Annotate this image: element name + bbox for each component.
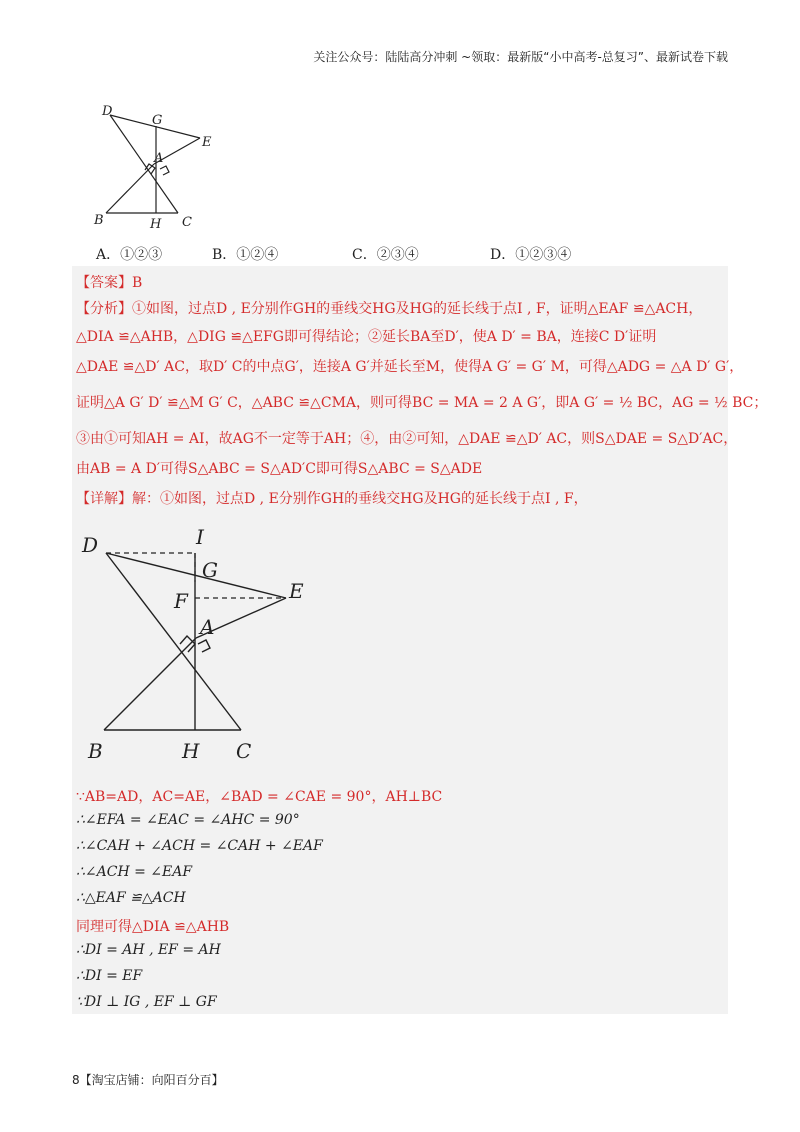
fig2-label-g: G xyxy=(202,558,218,582)
proof-line-7: ∴DI = AH , EF = AH xyxy=(76,942,221,958)
fig2-label-e: E xyxy=(289,579,304,603)
choice-c[interactable]: C．②③④ xyxy=(352,247,419,263)
fig1-label-e: E xyxy=(202,135,212,150)
fig1-label-h: H xyxy=(150,217,162,232)
fig1-label-c: C xyxy=(182,215,192,230)
fig1-label-b: B xyxy=(94,213,104,228)
choice-b[interactable]: B．①②④ xyxy=(212,247,279,263)
fig1-label-a: A xyxy=(154,151,164,166)
analysis-line-2: △DIA ≌△AHB，△DIG ≌△EFG即可得结论；②延长BA至D′，使A D′ = BA，连接C D′证明 xyxy=(76,329,657,345)
fig2-label-b: B xyxy=(88,739,103,763)
fig2-label-h: H xyxy=(182,739,200,763)
analysis-line-4: 证明△A G′ D′ ≌△M G′ C，△ABC ≌△CMA，则可得BC = MA = 2 A G′，即A G′ = ½ BC，AG = ½ BC； xyxy=(76,395,768,411)
page-footer: 8【淘宝店铺：向阳百分百】 xyxy=(72,1073,224,1087)
fig1-label-g: G xyxy=(152,113,163,128)
fig2-label-i: I xyxy=(196,525,204,549)
proof-line-2: ∴∠EFA = ∠EAC = ∠AHC = 90° xyxy=(76,812,300,828)
analysis-line-3: △DAE ≌△D′ AC，取D′ C的中点G′，连接A G′并延长至M，使得A G′ = G′ M，可得△ADG = △A D′ G′， xyxy=(76,359,744,375)
analysis-line-6: 由AB = A D′可得S△ABC = S△AD′C即可得S△ABC = S△ADE xyxy=(76,461,483,477)
fig2-label-c: C xyxy=(236,739,252,763)
proof-line-3: ∴∠CAH + ∠ACH = ∠CAH + ∠EAF xyxy=(76,838,323,854)
fig2-label-f: F xyxy=(174,589,188,613)
proof-line-6: 同理可得△DIA ≌△AHB xyxy=(76,919,230,935)
figure-large-triangles xyxy=(76,520,336,768)
analysis-line-5: ③由①可知AH = AI，故AG不一定等于AH；④，由②可知，△DAE ≌△D′ AC，则S△DAE = S△D′AC， xyxy=(76,431,738,447)
proof-line-4: ∴∠ACH = ∠EAF xyxy=(76,864,193,880)
fig2-label-d: D xyxy=(82,533,99,557)
analysis-line-1: 【分析】①如图，过点D , E分别作GH的垂线交HG及HG的延长线于点I , F，证明△EAF ≌△ACH， xyxy=(76,301,703,317)
fig1-label-d: D xyxy=(102,104,113,119)
choice-d[interactable]: D．①②③④ xyxy=(490,247,572,263)
figure-small-triangles xyxy=(86,98,226,233)
proof-line-1: ∵AB=AD，AC=AE，∠BAD = ∠CAE = 90°，AH⊥BC xyxy=(76,789,443,805)
proof-line-8: ∴DI = EF xyxy=(76,968,143,984)
proof-line-5: ∴△EAF ≌△ACH xyxy=(76,890,186,906)
proof-line-9: ∵DI ⊥ IG , EF ⊥ GF xyxy=(76,994,217,1010)
choice-a[interactable]: A．①②③ xyxy=(96,247,163,263)
page-header: 关注公众号：陆陆高分冲刺 ~领取：最新版“小中高考-总复习”、最新试卷下载 xyxy=(313,50,728,64)
answer-line: 【答案】B xyxy=(76,275,143,291)
fig2-label-a: A xyxy=(200,615,215,639)
detail-intro: 【详解】解：①如图，过点D , E分别作GH的垂线交HG及HG的延长线于点I , F， xyxy=(76,491,588,507)
